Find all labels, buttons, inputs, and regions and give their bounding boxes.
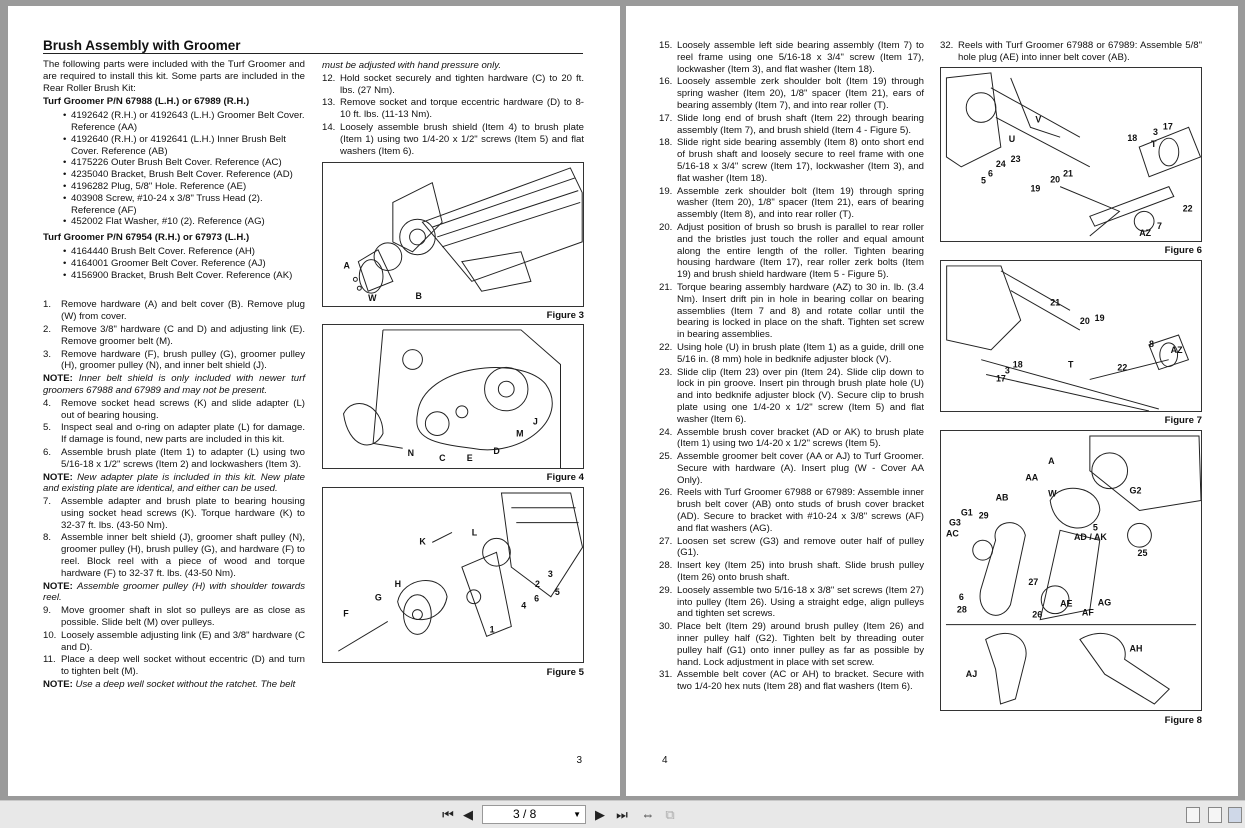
first-page-button[interactable]: [440, 807, 456, 823]
instruction-step: 24. Assemble brush cover bracket (AD or AK) to brush plate (Item 1) using two 1/4-20 x 1/2" screws (Item 5).: [659, 426, 924, 450]
svg-text:28: 28: [956, 604, 967, 615]
part-list-item: • 4235040 Bracket, Brush Belt Cover. Reference (AD): [63, 169, 305, 181]
instruction-step: 1. Remove hardware (A) and belt cover (B). Remove plug (W) from cover.: [43, 299, 305, 323]
instruction-step: 22. Using hole (U) in brush plate (Item 1) as a guide, drill one 5/16 in. (8 mm) hole in bedknife adjuster block (V).: [659, 341, 924, 365]
instruction-step: 28. Insert key (Item 25) into brush shaft. Slide brush pulley (Item 26) onto brush shaft.: [659, 560, 924, 584]
svg-text:17: 17: [996, 373, 1006, 384]
page3-column-2: [322, 59, 584, 158]
figure-4-drawing: [323, 325, 583, 468]
next-page-button[interactable]: [592, 807, 608, 823]
page-number: 4: [662, 755, 668, 766]
svg-text:AZ: AZ: [1170, 344, 1183, 355]
instruction-step: 14. Loosely assemble brush shield (Item 4) to brush plate (Item 1) using two 1/4-20 x 1/2" screws (Item 5) and flat washers (Item 6).: [322, 121, 584, 157]
svg-text:A: A: [343, 260, 350, 271]
svg-text:19: 19: [1094, 313, 1105, 324]
svg-text:3: 3: [1153, 127, 1158, 138]
svg-text:19: 19: [1030, 183, 1041, 194]
svg-text:25: 25: [1137, 548, 1148, 559]
last-page-icon: ⏭: [616, 807, 628, 822]
chevron-down-icon: ▼: [573, 810, 581, 819]
svg-text:M: M: [516, 428, 524, 439]
svg-text:17: 17: [1162, 121, 1173, 132]
instruction-step: 20. Adjust position of brush so brush is parallel to rear roller and the bristles just touch the roller and equal amount along the entire length of the roller. Tighten bearing housing hardware (Item 17), rear roller zerk bolts (Item 19) and brush shield hardware (Item 5 - Figure 5).: [659, 221, 924, 281]
page3-column-1: [43, 59, 305, 692]
instruction-step: 23. Slide clip (Item 23) over pin (Item 24). Slide clip down to lock in pin groove. Insert pin through brush plate hole (U) and into bedknife adjuster block (V). Secure clip to brush plate using one 1/4-20 x 1/2" screw (Item 5) and flat washer (Item 6).: [659, 366, 924, 425]
continuous-view-button[interactable]: [1208, 807, 1222, 823]
svg-text:6: 6: [987, 168, 993, 179]
svg-text:E: E: [466, 453, 473, 464]
svg-text:2: 2: [535, 578, 540, 589]
svg-text:W: W: [1048, 488, 1057, 499]
svg-text:AA: AA: [1025, 472, 1039, 483]
svg-text:L: L: [471, 527, 478, 538]
instruction-step: 30. Place belt (Item 29) around brush pulley (Item 26) and inner pulley half (G2). Tighten belt by threading outer pulley half (G1) onto inner pulley as far as possible by hand. Lock adjustment in place with set screw.: [659, 621, 924, 668]
svg-text:5: 5: [554, 586, 560, 597]
part-list-item: • 4175226 Outer Brush Belt Cover. Reference (AC): [63, 157, 305, 169]
instruction-step: 16. Loosely assemble zerk shoulder bolt (Item 19) through spring washer (Item 20), 1/8" spacer (Item 21), ears of bearing assembly (Item 7), and into rear roller (T).: [659, 76, 924, 111]
figure-8-image: [940, 430, 1202, 711]
page-indicator: 3 / 8: [513, 807, 537, 821]
instruction-step: 13. Remove socket and torque eccentric hardware (D) to 8-10 ft. lbs. (11-13 Nm).: [322, 97, 584, 121]
instruction-step: 17. Slide long end of brush shaft (Item 22) through bearing assembly (Item 7), and brush shield (Item 4 - Figure 5).: [659, 112, 924, 136]
single-page-view-button[interactable]: [1186, 807, 1200, 823]
figure-6-drawing: [941, 68, 1201, 241]
figure-5-image: [322, 487, 584, 663]
pdf-page-4: [626, 6, 1238, 796]
prev-page-button[interactable]: [460, 807, 476, 823]
note-3: NOTE: Assemble groomer pulley (H) with shoulder towards reel.: [43, 580, 305, 604]
svg-text:T: T: [1151, 139, 1157, 150]
fit-page-button[interactable]: [662, 807, 678, 823]
instruction-step: 4. Remove socket head screws (K) and slide adapter (L) out of bearing housing.: [43, 397, 305, 421]
steps-group-e: [322, 73, 584, 158]
figure-6-caption: Figure 6: [1164, 245, 1202, 256]
figure-5-drawing: [323, 488, 583, 662]
instruction-step: 26. Reels with Turf Groomer 67988 or 67989: Assemble inner brush belt cover (AB) onto studs of brush cover bracket (AD). Secure to bracket with #10-24 x 3/8" screws (AF) and flat washers (AG).: [659, 487, 924, 534]
part-list-item: • 4164001 Groomer Belt Cover. Reference (AJ): [63, 258, 305, 270]
fit-width-icon: ⇔: [641, 807, 655, 822]
svg-text:AE: AE: [1060, 598, 1073, 609]
svg-text:29: 29: [978, 510, 989, 521]
svg-text:G3: G3: [948, 517, 961, 528]
svg-text:1: 1: [489, 624, 495, 635]
svg-text:3: 3: [547, 568, 553, 579]
instruction-step: 29. Loosely assemble two 5/16-18 x 3/8" set screws (Item 27) into pulley (Item 26). Using a straight edge, align pulleys and tighten set screws.: [659, 584, 924, 620]
svg-text:7: 7: [1157, 221, 1162, 232]
svg-text:26: 26: [1032, 609, 1043, 620]
page-title: Brush Assembly with Groomer: [43, 38, 583, 54]
svg-text:AH: AH: [1129, 643, 1143, 654]
svg-text:AC: AC: [945, 528, 959, 539]
instruction-step: 6. Assemble brush plate (Item 1) to adapter (L) using two 5/16-18 x 1/2" screws (Item 2) and lockwashers (Item 3).: [43, 446, 305, 470]
svg-text:23: 23: [1010, 153, 1021, 164]
svg-text:D: D: [493, 446, 500, 457]
part-list-item: • 4192642 (R.H.) or 4192643 (L.H.) Groomer Belt Cover. Reference (AA): [63, 110, 305, 134]
svg-text:N: N: [407, 448, 415, 459]
next-page-icon: ▶: [595, 807, 605, 822]
figure-3-drawing: [323, 163, 583, 306]
figure-8-drawing: [941, 431, 1201, 710]
svg-text:AD / AK: AD / AK: [1073, 532, 1107, 543]
svg-text:W: W: [368, 293, 377, 304]
part-list-item: • 452002 Flat Washer, #10 (2). Reference (AG): [63, 216, 305, 228]
svg-text:27: 27: [1028, 576, 1039, 587]
instruction-step: 7. Assemble adapter and brush plate to bearing housing using socket head screws (K). Torque hardware (K) to 32-37 ft. lbs. (43-50 Nm).: [43, 496, 305, 531]
svg-text:20: 20: [1050, 174, 1061, 185]
steps-group-c: [43, 496, 305, 580]
note-2: NOTE: New adapter plate is included in this kit. New plate and existing plate are identical, and either can be used.: [43, 471, 305, 495]
fit-width-button[interactable]: [640, 807, 656, 823]
svg-text:6: 6: [534, 593, 540, 604]
part-list-item: • 4156900 Bracket, Brush Belt Cover. Reference (AK): [63, 270, 305, 282]
part-list-item: • 4196282 Plug, 5/8" Hole. Reference (AE): [63, 181, 305, 193]
instruction-step: 25. Assemble groomer belt cover (AA or AJ) to Turf Groomer. Secure with hardware (A). Insert plug (W - Cover AA Only).: [659, 451, 924, 486]
svg-text:G1: G1: [960, 507, 973, 518]
first-page-icon: ⏮: [442, 807, 454, 822]
svg-text:T: T: [1068, 359, 1074, 370]
steps-group-d: [43, 605, 305, 678]
svg-text:5: 5: [981, 175, 986, 186]
svg-text:H: H: [394, 578, 402, 589]
svg-text:AJ: AJ: [965, 669, 978, 680]
instruction-step: 10. Loosely assemble adjusting link (E) and 3/8" hardware (C and D).: [43, 629, 305, 653]
prev-page-icon: ◀: [463, 807, 473, 822]
steps-group-a: [43, 299, 305, 372]
svg-text:AZ: AZ: [1139, 228, 1152, 239]
figure-7-image: [940, 260, 1202, 412]
svg-text:21: 21: [1050, 297, 1061, 308]
instruction-step: 31. Assemble belt cover (AC or AH) to bracket. Secure with two 1/4-20 hex nuts (Item 28) and flat washers (Item 6).: [659, 669, 924, 693]
svg-text:6: 6: [958, 591, 964, 602]
kit1-parts-list: [63, 110, 305, 228]
figure-4-image: [322, 324, 584, 469]
svg-text:21: 21: [1063, 168, 1073, 179]
svg-text:24: 24: [995, 158, 1006, 169]
step-32: 32. Reels with Turf Groomer 67988 or 67989: Assemble 5/8" hole plug (AE) into inner belt cover (AB).: [940, 40, 1202, 63]
part-list-item: • 403908 Screw, #10-24 x 3/8" Truss Head (2). Reference (AF): [63, 193, 305, 217]
svg-text:4: 4: [521, 600, 527, 611]
svg-text:J: J: [532, 416, 538, 427]
part-list-item: • 4164440 Brush Belt Cover. Reference (AH): [63, 246, 305, 258]
figure-6-image: [940, 67, 1202, 242]
svg-text:G2: G2: [1129, 485, 1142, 496]
kit1-heading: Turf Groomer P/N 67988 (L.H.) or 67989 (R.H.): [43, 96, 250, 108]
instruction-step: 11. Place a deep well socket without eccentric (D) and turn to tighten belt (M).: [43, 654, 305, 678]
part-list-item: • 4192640 (R.H.) or 4192641 (L.H.) Inner Brush Belt Cover. Reference (AB): [63, 134, 305, 158]
svg-text:AF: AF: [1081, 607, 1094, 618]
svg-text:AG: AG: [1097, 597, 1112, 608]
instruction-step: 18. Slide right side bearing assembly (Item 8) onto short end of brush shaft and loosely secure to reel frame with one 5/16-18 x 3/4" screw (Item 17), lockwasher (Item 3), and flat washer (Item 18).: [659, 137, 924, 184]
figure-4-caption: Figure 4: [546, 472, 584, 483]
svg-text:A: A: [1048, 455, 1055, 466]
note-4: NOTE: Use a deep well socket without the ratchet. The belt: [43, 679, 296, 691]
steps-group-p4: [659, 40, 924, 693]
instruction-step: 19. Assemble zerk shoulder bolt (Item 19) through spring washer (Item 20), 1/8" spacer (Item 21), ears of bearing assembly (Item 8), and into rear roller (T).: [659, 185, 924, 221]
last-page-button[interactable]: [614, 807, 630, 823]
figure-5-caption: Figure 5: [546, 667, 584, 678]
page-selector[interactable]: [482, 805, 586, 824]
instruction-step: 12. Hold socket securely and tighten hardware (C) to 20 ft. lbs. (27 Nm).: [322, 72, 584, 96]
kit2-heading: Turf Groomer P/N 67954 (R.H.) or 67973 (L.H.): [43, 232, 250, 244]
svg-text:5: 5: [1092, 522, 1098, 533]
svg-text:G: G: [374, 592, 382, 603]
svg-text:18: 18: [1127, 133, 1138, 144]
instruction-step: 15. Loosely assemble left side bearing assembly (Item 7) to reel frame using one 5/16-18 x 3/4" screw (Item 17), lockwasher (Item 3), and flat washer (Item 18).: [659, 40, 924, 75]
svg-text:22: 22: [1182, 203, 1193, 214]
figure-8-caption: Figure 8: [1164, 715, 1202, 726]
instruction-step: 27. Loosen set screw (G3) and remove outer half of pulley (G1).: [659, 535, 924, 559]
figure-3-image: [322, 162, 584, 307]
svg-text:V: V: [1035, 114, 1042, 125]
instruction-step: 2. Remove 3/8" hardware (C and D) and adjusting link (E). Remove groomer belt (M).: [43, 323, 305, 347]
note-1: NOTE: Inner belt shield is only included with newer turf groomers 67988 and 67989 and may not be present.: [43, 373, 305, 396]
figure-7-caption: Figure 7: [1164, 415, 1202, 426]
svg-text:22: 22: [1117, 362, 1128, 373]
svg-text:8: 8: [1148, 338, 1154, 349]
kit2-parts-list: [63, 246, 305, 281]
svg-text:18: 18: [1012, 359, 1023, 370]
figure-3-caption: Figure 3: [546, 310, 584, 321]
svg-text:K: K: [419, 536, 426, 547]
svg-text:20: 20: [1079, 316, 1090, 327]
fit-page-icon: ⧉: [665, 807, 675, 822]
pdf-page-3: [8, 6, 620, 796]
viewer-toolbar: [0, 800, 1245, 828]
svg-text:AB: AB: [995, 492, 1009, 503]
svg-text:C: C: [439, 453, 446, 464]
svg-text:B: B: [415, 291, 422, 302]
note-4-continued: must be adjusted with hand pressure only.: [322, 60, 502, 71]
intro-paragraph: The following parts were included with the Turf Groomer and are required to install this kit. Some parts are included in the Rear Roller Brush Kit:: [43, 59, 305, 94]
instruction-step: 21. Torque bearing assembly hardware (AZ) to 30 in. lb. (3.4 Nm). Insert drift pin in hole in bearing collar on bearing assemblies (Item 7 and 8) and rotate collar until the bearing is locked in place on the shaft. Tighten set screw in bearing assemblies.: [659, 281, 924, 341]
page-number: 3: [576, 755, 582, 766]
instruction-step: 8. Assemble inner belt shield (J), groomer shaft pulley (N), groomer pulley (H), brush pulley (G), and hardware (F) to reel. Block reel with a piece of wood and torque hardware (F) to 32-37 ft. lbs. (43-50 Nm).: [43, 532, 305, 579]
svg-text:3: 3: [1004, 365, 1010, 376]
page4-column-1: [659, 40, 924, 694]
two-page-view-button[interactable]: [1228, 807, 1242, 823]
instruction-step: 9. Move groomer shaft in slot so pulleys are as close as possible. Slide belt (M) over pulleys.: [43, 605, 305, 629]
steps-group-b: [43, 398, 305, 471]
page4-column-2: [940, 40, 1202, 65]
svg-text:U: U: [1008, 134, 1016, 145]
svg-text:F: F: [343, 608, 349, 619]
instruction-step: 3. Remove hardware (F), brush pulley (G), groomer pulley (H), groomer pulley (N), and inner belt shield (J).: [43, 348, 305, 372]
instruction-step: 5. Inspect seal and o-ring on adapter plate (L) for damage. If damage is found, new parts are included in this kit.: [43, 422, 305, 446]
figure-7-drawing: [941, 261, 1201, 411]
